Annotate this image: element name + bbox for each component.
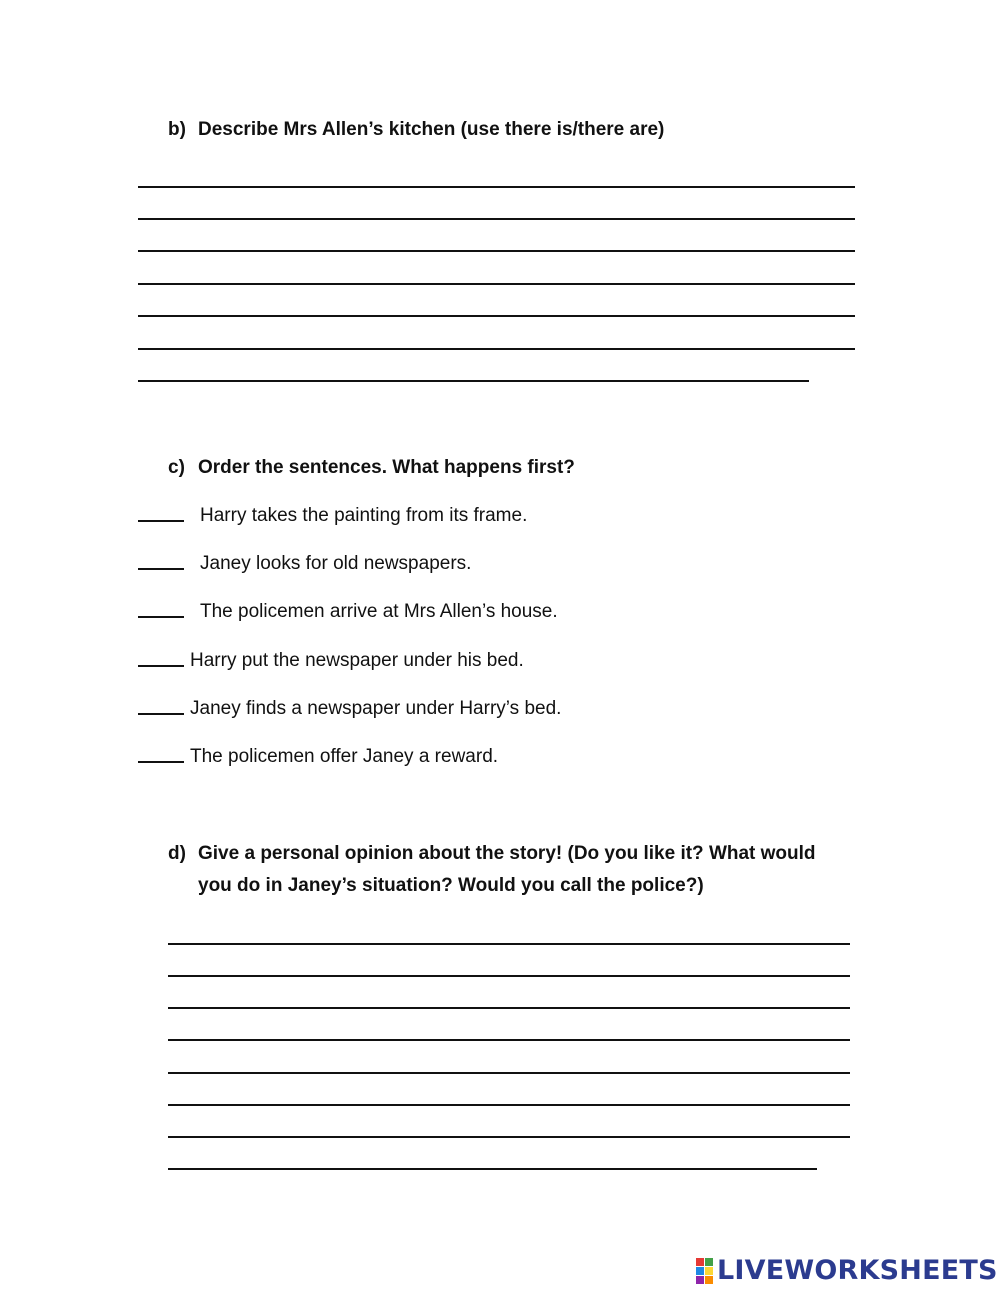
question-b-title — [168, 114, 664, 146]
order-sentence: Janey looks for old newspapers. — [200, 553, 472, 574]
question-c-letter: c) — [168, 457, 185, 478]
order-blank[interactable] — [138, 713, 184, 715]
liveworksheets-logo — [696, 1254, 998, 1288]
order-sentence: Harry takes the painting from its frame. — [200, 505, 528, 526]
order-sentence: Janey finds a newspaper under Harry’s bed. — [190, 698, 562, 719]
block — [696, 1267, 704, 1275]
answer-line[interactable] — [168, 1007, 850, 1009]
answer-line[interactable] — [168, 1039, 850, 1041]
order-item — [138, 649, 524, 673]
question-d-letter: d) — [168, 843, 186, 864]
answer-line[interactable] — [168, 1104, 850, 1106]
question-d-line2: you do in Janey’s situation? Would you call the police?) — [198, 875, 704, 896]
block — [696, 1276, 704, 1284]
answer-line[interactable] — [138, 380, 809, 382]
block — [705, 1258, 713, 1266]
order-blank[interactable] — [138, 568, 184, 570]
order-blank[interactable] — [138, 665, 184, 667]
answer-line[interactable] — [138, 348, 855, 350]
order-blank[interactable] — [138, 520, 184, 522]
question-b-text: Describe Mrs Allen’s kitchen (use there is/there are) — [198, 119, 665, 140]
question-d-line1: Give a personal opinion about the story! (Do you like it? What would — [198, 843, 816, 864]
block — [705, 1267, 713, 1275]
question-c-text: Order the sentences. What happens first? — [198, 457, 575, 478]
answer-line[interactable] — [138, 315, 855, 317]
block — [705, 1276, 713, 1284]
order-item — [138, 697, 561, 721]
answer-line[interactable] — [138, 283, 855, 285]
answer-line[interactable] — [138, 218, 855, 220]
answer-line[interactable] — [168, 1168, 817, 1170]
question-b-letter: b) — [168, 119, 186, 140]
answer-line[interactable] — [168, 975, 850, 977]
order-blank[interactable] — [138, 761, 184, 763]
order-item — [138, 552, 471, 576]
order-sentence: The policemen offer Janey a reward. — [190, 746, 499, 767]
order-sentence: The policemen arrive at Mrs Allen’s house. — [200, 601, 558, 622]
liveworksheets-text: LIVEWORKSHEETS — [717, 1255, 998, 1286]
order-item — [138, 504, 527, 528]
answer-line[interactable] — [168, 943, 850, 945]
order-item — [138, 600, 558, 624]
order-blank[interactable] — [138, 616, 184, 618]
answer-line[interactable] — [168, 1072, 850, 1074]
question-d-title — [168, 838, 816, 902]
answer-line[interactable] — [138, 186, 855, 188]
order-item — [138, 745, 498, 769]
answer-line[interactable] — [138, 250, 855, 252]
liveworksheets-blocks-icon — [696, 1258, 713, 1284]
question-c-title — [168, 452, 575, 484]
block — [696, 1258, 704, 1266]
answer-line[interactable] — [168, 1136, 850, 1138]
order-sentence: Harry put the newspaper under his bed. — [190, 650, 524, 671]
